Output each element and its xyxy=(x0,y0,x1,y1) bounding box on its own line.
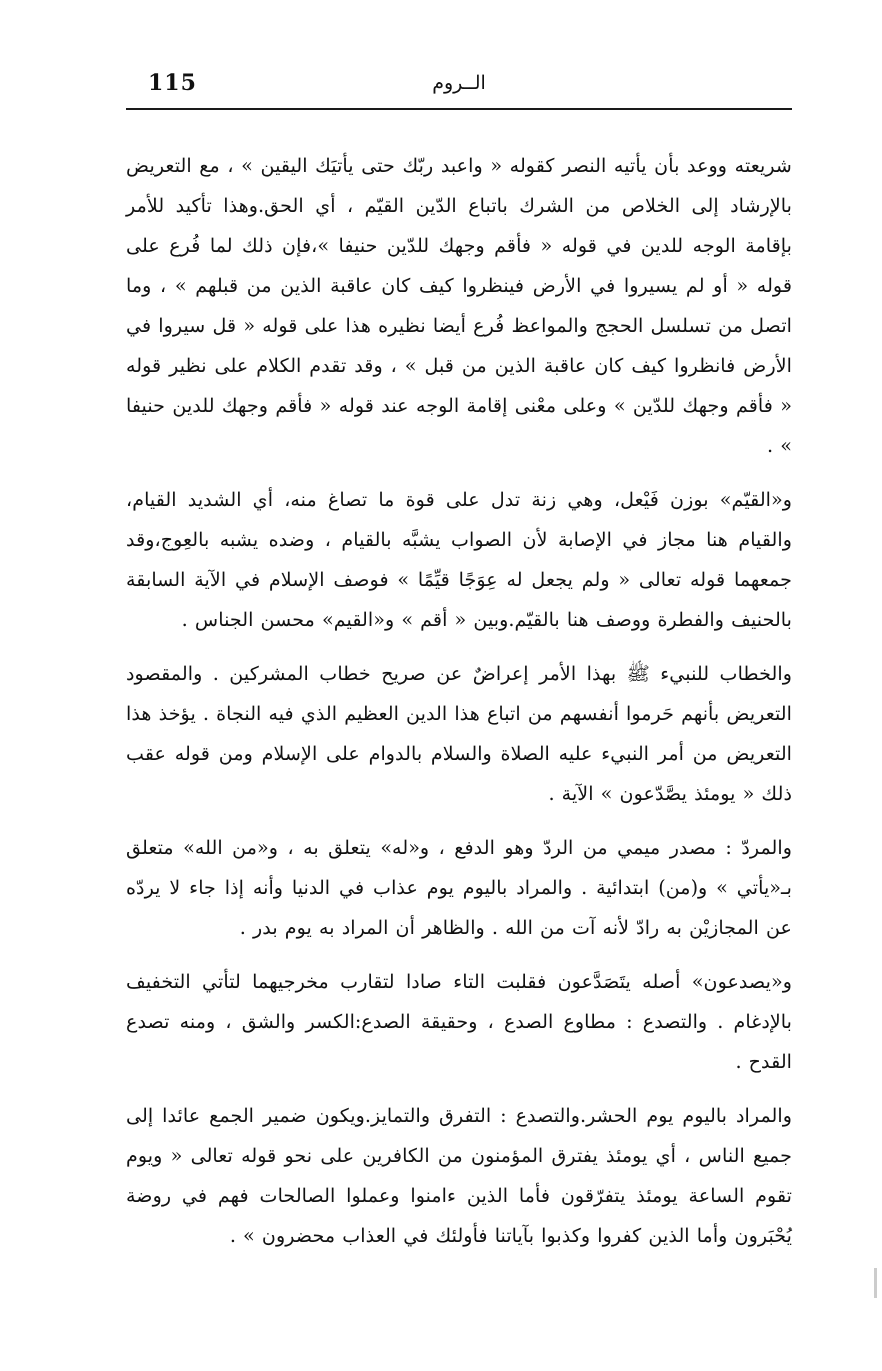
page-body xyxy=(126,146,792,1256)
running-title: الــروم xyxy=(432,72,486,94)
paragraph: والخطاب للنبيء ﷺ بهذا الأمر إعراضٌ عن صريح خطاب المشركين . والمقصود التعريض بأنهم حَرموا أنفسهم من اتباع هذا الدين العظيم الذي فيه النجاة . يؤخذ هذا التعريض من أمر النبيء عليه الصلاة والسلام بالدوام على الإسلام ومن قوله عقب ذلك « يومئذ يصَّدّعون » الآية . xyxy=(126,662,792,805)
paragraph: و«القيّم» بوزن فَيْعل، وهي زنة تدل على قوة ما تصاغ منه، أي الشديد القيام، والقيام هنا مجاز في الإصابة لأن الصواب يشبَّه بالقيام ، وضده يشبه بالعِوج،وقد جمعهما قوله تعالى « ولم يجعل له عِوَجًا قيِّمًا » فوصف الإسلام في الآية السابقة بالحنيف والفطرة ووصف هنا بالقيّم.وبين « أقم » و«القيم» محسن الجناس . xyxy=(126,488,792,631)
page-number: 115 xyxy=(148,70,197,96)
scan-edge-mark xyxy=(874,1268,877,1298)
paragraph: و«يصدعون» أصله يتَصَدَّعون فقلبت التاء صادا لتقارب مخرجيهما لتأتي التخفيف بالإدغام . والتصدع : مطاوع الصدع ، وحقيقة الصدع:الكسر والشق ، ومنه تصدع القدح . xyxy=(126,970,792,1073)
paragraph: والمراد باليوم يوم الحشر.والتصدع : التفرق والتمايز.ويكون ضمير الجمع عائدا إلى جميع الناس ، أي يومئذ يفترق المؤمنون من الكافرين على نحو قوله تعالى « ويوم تقوم الساعة يومئذ يتفرّقون فأما الذين ءامنوا وعملوا الصالحات فهم في روضة يُحْبَرون وأما الذين كفروا وكذبوا بآياتنا فأولئك في العذاب محضرون » . xyxy=(126,1104,792,1247)
header-rule xyxy=(126,108,792,110)
paragraph: والمردّ : مصدر ميمي من الردّ وهو الدفع ، و«له» يتعلق به ، و«من الله» متعلق بـ«يأتي » و(من) ابتدائية . والمراد باليوم يوم عذاب في الدنيا وأنه إذا جاء لا يردّه عن المجازيْن به رادّ لأنه آت من الله . والظاهر أن المراد به يوم بدر . xyxy=(126,836,792,939)
page-header xyxy=(126,70,792,110)
paragraph: شريعته ووعد بأن يأتيه النصر كقوله « واعبد ربّك حتى يأتيَك اليقين » ، مع التعريض بالإرشاد إلى الخلاص من الشرك باتباع الدّين القيّم ، أي الحق.وهذا تأكيد للأمر بإقامة الوجه للدين في قوله « فأقم وجهك للدّين حنيفا »،فإن ذلك لما فُرع على قوله « أو لم يسيروا في الأرض فينظروا كيف كان عاقبة الذين من قبلهم » ، وما اتصل من تسلسل الحجج والمواعظ فُرع أيضا نظيره هذا على قوله « قل سيروا في الأرض فانظروا كيف كان عاقبة الذين من قبل » ، وقد تقدم الكلام على نظير قوله « فأقم وجهك للدّين » وعلى معْنى إقامة الوجه عند قوله « فأقم وجهك للدين حنيفا » . xyxy=(126,154,792,457)
